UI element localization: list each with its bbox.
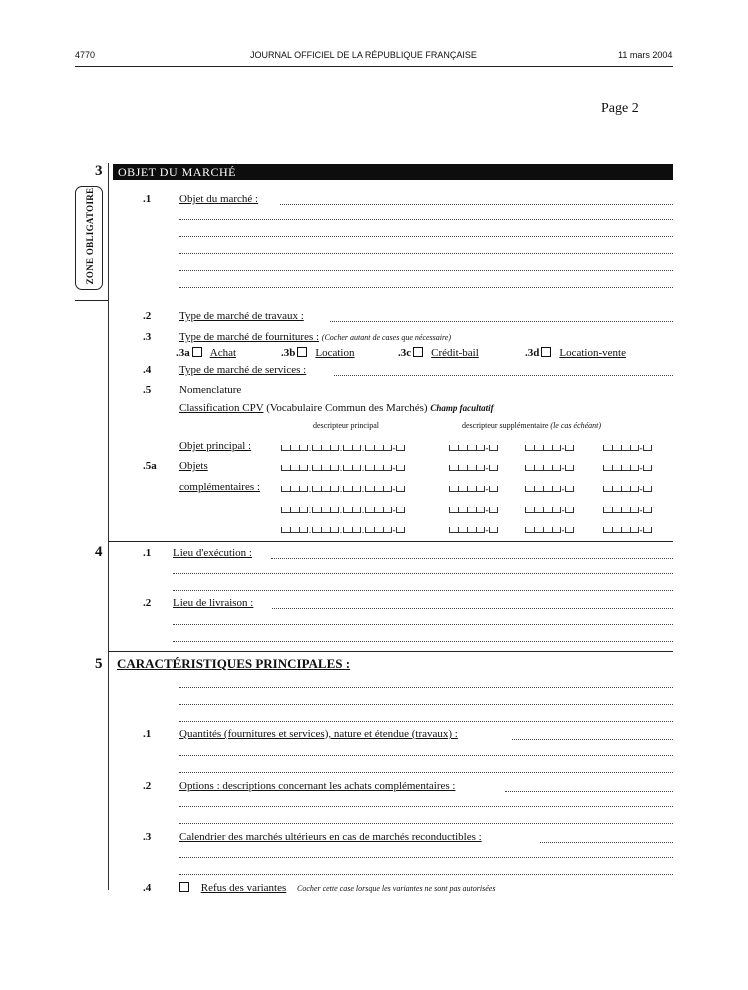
item-3-1-number: .1 xyxy=(143,193,152,205)
page-label: Page 2 xyxy=(601,101,639,116)
objet-du-marche-line-6[interactable] xyxy=(179,287,673,288)
lieu-execution-line-2[interactable] xyxy=(173,573,673,574)
cpv-supp-code-3-1[interactable]: - xyxy=(449,485,498,492)
lieu-livraison-label: Lieu de livraison : xyxy=(173,597,254,609)
journal-title: JOURNAL OFFICIEL DE LA RÉPUBLIQUE FRANÇAISE xyxy=(250,50,477,60)
objet-du-marche-line-4[interactable] xyxy=(179,253,673,254)
refus-variantes-checkbox[interactable] xyxy=(179,882,189,892)
item-5-4-number: .4 xyxy=(143,882,152,894)
objet-principal-label: Objet principal : xyxy=(179,440,252,452)
option-3d[interactable] xyxy=(525,347,626,359)
lieu-execution-label: Lieu d'exécution : xyxy=(173,547,252,559)
calendrier-line-3[interactable] xyxy=(179,874,673,875)
caracteristiques-line-3[interactable] xyxy=(179,721,673,722)
option-3b[interactable] xyxy=(281,347,354,359)
cpv-supp-code-4-2[interactable]: - xyxy=(525,506,574,513)
descripteur-supplementaire-note: (le cas échéant) xyxy=(550,421,602,430)
champ-facultatif-label: Champ facultatif xyxy=(430,403,494,413)
quantites-label: Quantités (fournitures et services), nature et étendue (travaux) : xyxy=(179,728,458,740)
objet-du-marche-field[interactable] xyxy=(280,204,673,205)
section-3-title-bar xyxy=(113,164,673,180)
options-label: Options : descriptions concernant les achats complémentaires : xyxy=(179,780,456,792)
item-4-1-number: .1 xyxy=(143,547,152,559)
type-services-label: Type de marché de services : xyxy=(179,364,307,376)
cpv-main-code-4[interactable]: . . . - xyxy=(281,506,405,513)
objet-du-marche-line-2[interactable] xyxy=(179,219,673,220)
item-4-2-number: .2 xyxy=(143,597,152,609)
options-line-3[interactable] xyxy=(179,823,673,824)
type-travaux-field[interactable] xyxy=(330,321,673,322)
option-3d-label: Location-vente xyxy=(559,347,626,359)
zone-obligatoire-label: ZONE OBLIGATOIRE xyxy=(85,187,95,285)
lieu-execution-line-3[interactable] xyxy=(173,590,673,591)
options-field[interactable] xyxy=(505,791,673,792)
options-line-2[interactable] xyxy=(179,806,673,807)
quantites-line-2[interactable] xyxy=(179,755,673,756)
cpv-main-code-3[interactable]: . . . - xyxy=(281,485,405,492)
option-3a-code: .3a xyxy=(176,347,190,359)
option-3a-label: Achat xyxy=(209,347,237,359)
classification-row xyxy=(179,402,494,414)
refus-variantes-note: Cocher cette case lorsque les variantes ne sont pas autorisées xyxy=(297,884,496,893)
journal-page-number: 4770 xyxy=(75,50,96,60)
section-5-title: CARACTÉRISTIQUES PRINCIPALES : xyxy=(117,656,351,671)
item-3-4-number: .4 xyxy=(143,364,152,376)
refus-variantes-row xyxy=(177,882,495,894)
quantites-line-3[interactable] xyxy=(179,772,673,773)
journal-date: 11 mars 2004 xyxy=(618,50,673,60)
section-5-number: 5 xyxy=(95,656,103,672)
option-3b-label: Location xyxy=(315,347,355,359)
refus-variantes-label: Refus des variantes xyxy=(200,882,287,894)
section-3-number: 3 xyxy=(95,163,103,179)
option-3c-checkbox[interactable] xyxy=(413,347,423,357)
cpv-supp-code-4-3[interactable]: - xyxy=(603,506,652,513)
calendrier-field[interactable] xyxy=(540,842,673,843)
descripteur-supplementaire-label: descripteur supplémentaire xyxy=(462,421,549,430)
cpv-supp-code-5-2[interactable]: - xyxy=(525,526,574,533)
item-3-3-number: .3 xyxy=(143,331,152,343)
type-fournitures-label: Type de marché de fournitures : xyxy=(179,331,320,343)
cpv-supp-code-2-2[interactable]: - xyxy=(525,464,574,471)
option-3c-label: Crédit-bail xyxy=(431,347,479,359)
cpv-supp-code-3-2[interactable]: - xyxy=(525,485,574,492)
zone-obligatoire-box xyxy=(75,186,103,290)
zone-divider xyxy=(75,300,108,301)
lieu-livraison-line-2[interactable] xyxy=(173,624,673,625)
header-rule xyxy=(75,66,673,67)
item-5-2-number: .2 xyxy=(143,780,152,792)
complementaires-label: complémentaires : xyxy=(179,481,260,493)
nomenclature-label: Nomenclature xyxy=(179,384,242,396)
cpv-supp-code-1-3[interactable]: - xyxy=(603,444,652,451)
cpv-supp-code-2-3[interactable]: - xyxy=(603,464,652,471)
descripteur-principal-header: descripteur principal xyxy=(313,421,379,430)
classification-cpv-label: Classification CPV xyxy=(179,402,264,414)
option-3b-checkbox[interactable] xyxy=(297,347,307,357)
caracteristiques-line-2[interactable] xyxy=(179,704,673,705)
option-3c[interactable] xyxy=(398,347,479,359)
objet-du-marche-line-5[interactable] xyxy=(179,270,673,271)
item-3-5a-number: .5a xyxy=(143,460,157,472)
item-5-1-number: .1 xyxy=(143,728,152,740)
classification-cpv-rest: (Vocabulaire Commun des Marchés) xyxy=(266,402,428,414)
calendrier-line-2[interactable] xyxy=(179,857,673,858)
option-3b-code: .3b xyxy=(281,347,296,359)
objets-label: Objets xyxy=(179,460,208,472)
cpv-supp-code-1-2[interactable]: - xyxy=(525,444,574,451)
option-3a-checkbox[interactable] xyxy=(192,347,202,357)
item-3-2-number: .2 xyxy=(143,310,152,322)
cpv-main-code-1[interactable]: . . . - xyxy=(281,444,405,451)
type-fournitures-row xyxy=(179,331,451,343)
cpv-main-code-2[interactable]: . . . - xyxy=(281,464,405,471)
cpv-main-code-5[interactable]: . . . - xyxy=(281,526,405,533)
cpv-supp-code-5-1[interactable]: - xyxy=(449,526,498,533)
option-3d-code: .3d xyxy=(525,347,540,359)
section-4-end-rule xyxy=(108,651,673,652)
option-3c-code: .3c xyxy=(398,347,412,359)
descripteur-supplementaire-header xyxy=(462,421,601,430)
lieu-execution-field[interactable] xyxy=(271,558,673,559)
cpv-supp-code-2-1[interactable]: - xyxy=(449,464,498,471)
item-5-3-number: .3 xyxy=(143,831,152,843)
cpv-supp-code-1-1[interactable]: - xyxy=(449,444,498,451)
section-4-number: 4 xyxy=(95,544,103,560)
calendrier-label: Calendrier des marchés ultérieurs en cas de marchés reconductibles : xyxy=(179,831,482,843)
cpv-supp-code-5-3[interactable]: - xyxy=(603,526,652,533)
lieu-livraison-line-3[interactable] xyxy=(173,641,673,642)
cpv-supp-code-3-3[interactable]: - xyxy=(603,485,652,492)
section-3-title: OBJET DU MARCHÉ xyxy=(118,165,236,179)
type-services-field[interactable] xyxy=(334,375,673,376)
item-3-5-number: .5 xyxy=(143,384,152,396)
objet-du-marche-label: Objet du marché : xyxy=(179,193,259,205)
type-travaux-label: Type de marché de travaux : xyxy=(179,310,304,322)
left-margin-rule xyxy=(108,163,109,890)
section-3-end-rule xyxy=(108,541,673,542)
type-fournitures-note: (Cocher autant de cases que nécessaire) xyxy=(321,333,452,342)
caracteristiques-line-1[interactable] xyxy=(179,687,673,688)
option-3a[interactable] xyxy=(176,347,236,359)
objet-du-marche-line-3[interactable] xyxy=(179,236,673,237)
quantites-field[interactable] xyxy=(512,739,673,740)
option-3d-checkbox[interactable] xyxy=(541,347,551,357)
cpv-supp-code-4-1[interactable]: - xyxy=(449,506,498,513)
lieu-livraison-field[interactable] xyxy=(272,608,673,609)
